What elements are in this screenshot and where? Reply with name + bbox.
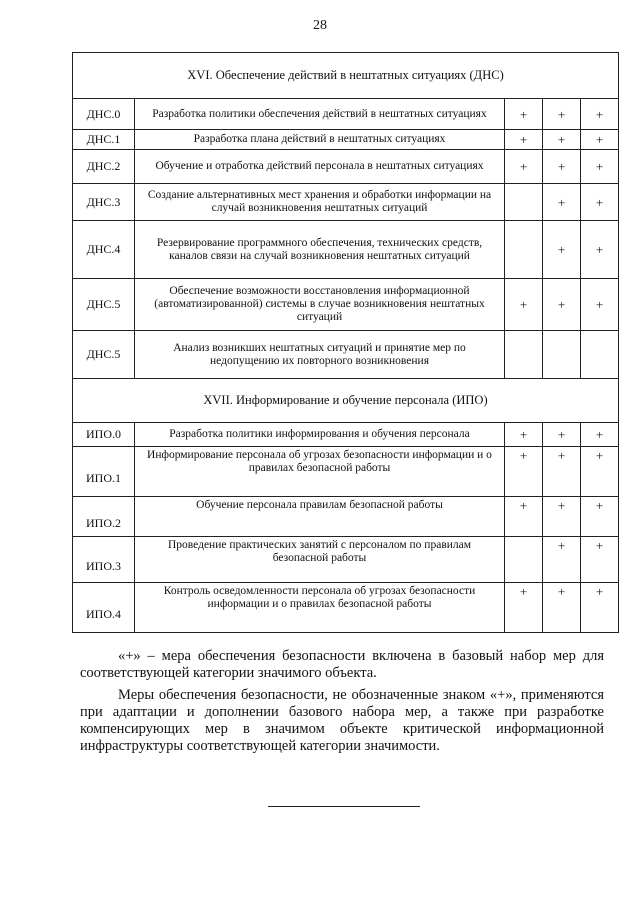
category-2-mark: [543, 331, 581, 379]
measures-note: Меры обеспечения безопасности, не обозначенные знаком «+», применяются при адаптации и дополнении базового набора мер, а также при разработке компенсирующих мер в значимом объекте критической информационной инфраструктуры соответствующей категории значимости.: [80, 687, 604, 754]
section-title: XVI. Обеспечение действий в нештатных ситуациях (ДНС): [73, 53, 619, 99]
category-1-mark: [505, 184, 543, 221]
category-2-mark: +: [543, 130, 581, 150]
category-1-mark: +: [505, 130, 543, 150]
measure-description: Разработка плана действий в нештатных ситуациях: [135, 130, 505, 150]
category-3-mark: +: [581, 130, 619, 150]
page-number: 28: [313, 18, 327, 33]
category-3-mark: +: [581, 423, 619, 447]
section-header-row: [73, 379, 619, 423]
category-2-mark: +: [543, 583, 581, 633]
category-2-mark: +: [543, 99, 581, 130]
table-row: [73, 583, 619, 633]
category-1-mark: [505, 537, 543, 583]
category-2-mark: +: [543, 221, 581, 279]
table-row: [73, 537, 619, 583]
measure-code: ДНС.5: [73, 279, 135, 331]
measure-description: Разработка политики обеспечения действий в нештатных ситуациях: [135, 99, 505, 130]
table-row: [73, 184, 619, 221]
category-3-mark: +: [581, 184, 619, 221]
table-row: [73, 279, 619, 331]
category-1-mark: +: [505, 150, 543, 184]
category-2-mark: +: [543, 279, 581, 331]
measure-code: ИПО.1: [73, 447, 135, 497]
category-1-mark: +: [505, 279, 543, 331]
category-3-mark: +: [581, 279, 619, 331]
category-3-mark: +: [581, 447, 619, 497]
category-1-mark: +: [505, 583, 543, 633]
measure-description: Информирование персонала об угрозах безопасности информации и о правилах безопасной работы: [135, 447, 505, 497]
category-3-mark: +: [581, 583, 619, 633]
table-row: [73, 99, 619, 130]
table-row: [73, 447, 619, 497]
category-3-mark: [581, 331, 619, 379]
measure-code: ИПО.4: [73, 583, 135, 633]
notes-block: [80, 648, 604, 755]
measure-description: Обучение персонала правилам безопасной работы: [135, 497, 505, 537]
legend-note: «+» – мера обеспечения безопасности включена в базовый набор мер для соответствующей категории значимого объекта.: [80, 648, 604, 681]
measure-description: Контроль осведомленности персонала об угрозах безопасности информации и о правилах безопасной работы: [135, 583, 505, 633]
category-3-mark: +: [581, 537, 619, 583]
measure-code: ДНС.4: [73, 221, 135, 279]
measure-description: Создание альтернативных мест хранения и обработки информации на случай возникновения нештатных ситуаций: [135, 184, 505, 221]
category-3-mark: +: [581, 497, 619, 537]
category-2-mark: +: [543, 497, 581, 537]
category-1-mark: +: [505, 447, 543, 497]
category-1-mark: [505, 221, 543, 279]
category-2-mark: +: [543, 184, 581, 221]
signature-line: [268, 806, 420, 807]
category-3-mark: +: [581, 99, 619, 130]
measure-code: ДНС.1: [73, 130, 135, 150]
measure-description: Обеспечение возможности восстановления информационной (автоматизированной) системы в случае возникновения нештатных ситуаций: [135, 279, 505, 331]
measure-description: Резервирование программного обеспечения, технических средств, каналов связи на случай возникновения нештатных ситуаций: [135, 221, 505, 279]
category-3-mark: +: [581, 150, 619, 184]
measure-code: ДНС.2: [73, 150, 135, 184]
category-1-mark: +: [505, 497, 543, 537]
category-1-mark: [505, 331, 543, 379]
section-title: XVII. Информирование и обучение персонала (ИПО): [73, 379, 619, 423]
category-1-mark: +: [505, 423, 543, 447]
category-3-mark: +: [581, 221, 619, 279]
measure-code: ДНС.5: [73, 331, 135, 379]
measure-description: Анализ возникших нештатных ситуаций и принятие мер по недопущению их повторного возникновения: [135, 331, 505, 379]
measure-code: ДНС.3: [73, 184, 135, 221]
measure-code: ИПО.3: [73, 537, 135, 583]
category-2-mark: +: [543, 423, 581, 447]
table-row: [73, 497, 619, 537]
category-1-mark: +: [505, 99, 543, 130]
security-measures-table: [72, 52, 619, 633]
category-2-mark: +: [543, 447, 581, 497]
measure-code: ИПО.0: [73, 423, 135, 447]
category-2-mark: +: [543, 537, 581, 583]
measure-code: ДНС.0: [73, 99, 135, 130]
table-row: [73, 221, 619, 279]
measure-description: Разработка политики информирования и обучения персонала: [135, 423, 505, 447]
measure-description: Обучение и отработка действий персонала в нештатных ситуациях: [135, 150, 505, 184]
measure-description: Проведение практических занятий с персоналом по правилам безопасной работы: [135, 537, 505, 583]
table-row: [73, 150, 619, 184]
table-row: [73, 331, 619, 379]
measure-code: ИПО.2: [73, 497, 135, 537]
section-header-row: [73, 53, 619, 99]
category-2-mark: +: [543, 150, 581, 184]
table-row: [73, 423, 619, 447]
table-row: [73, 130, 619, 150]
